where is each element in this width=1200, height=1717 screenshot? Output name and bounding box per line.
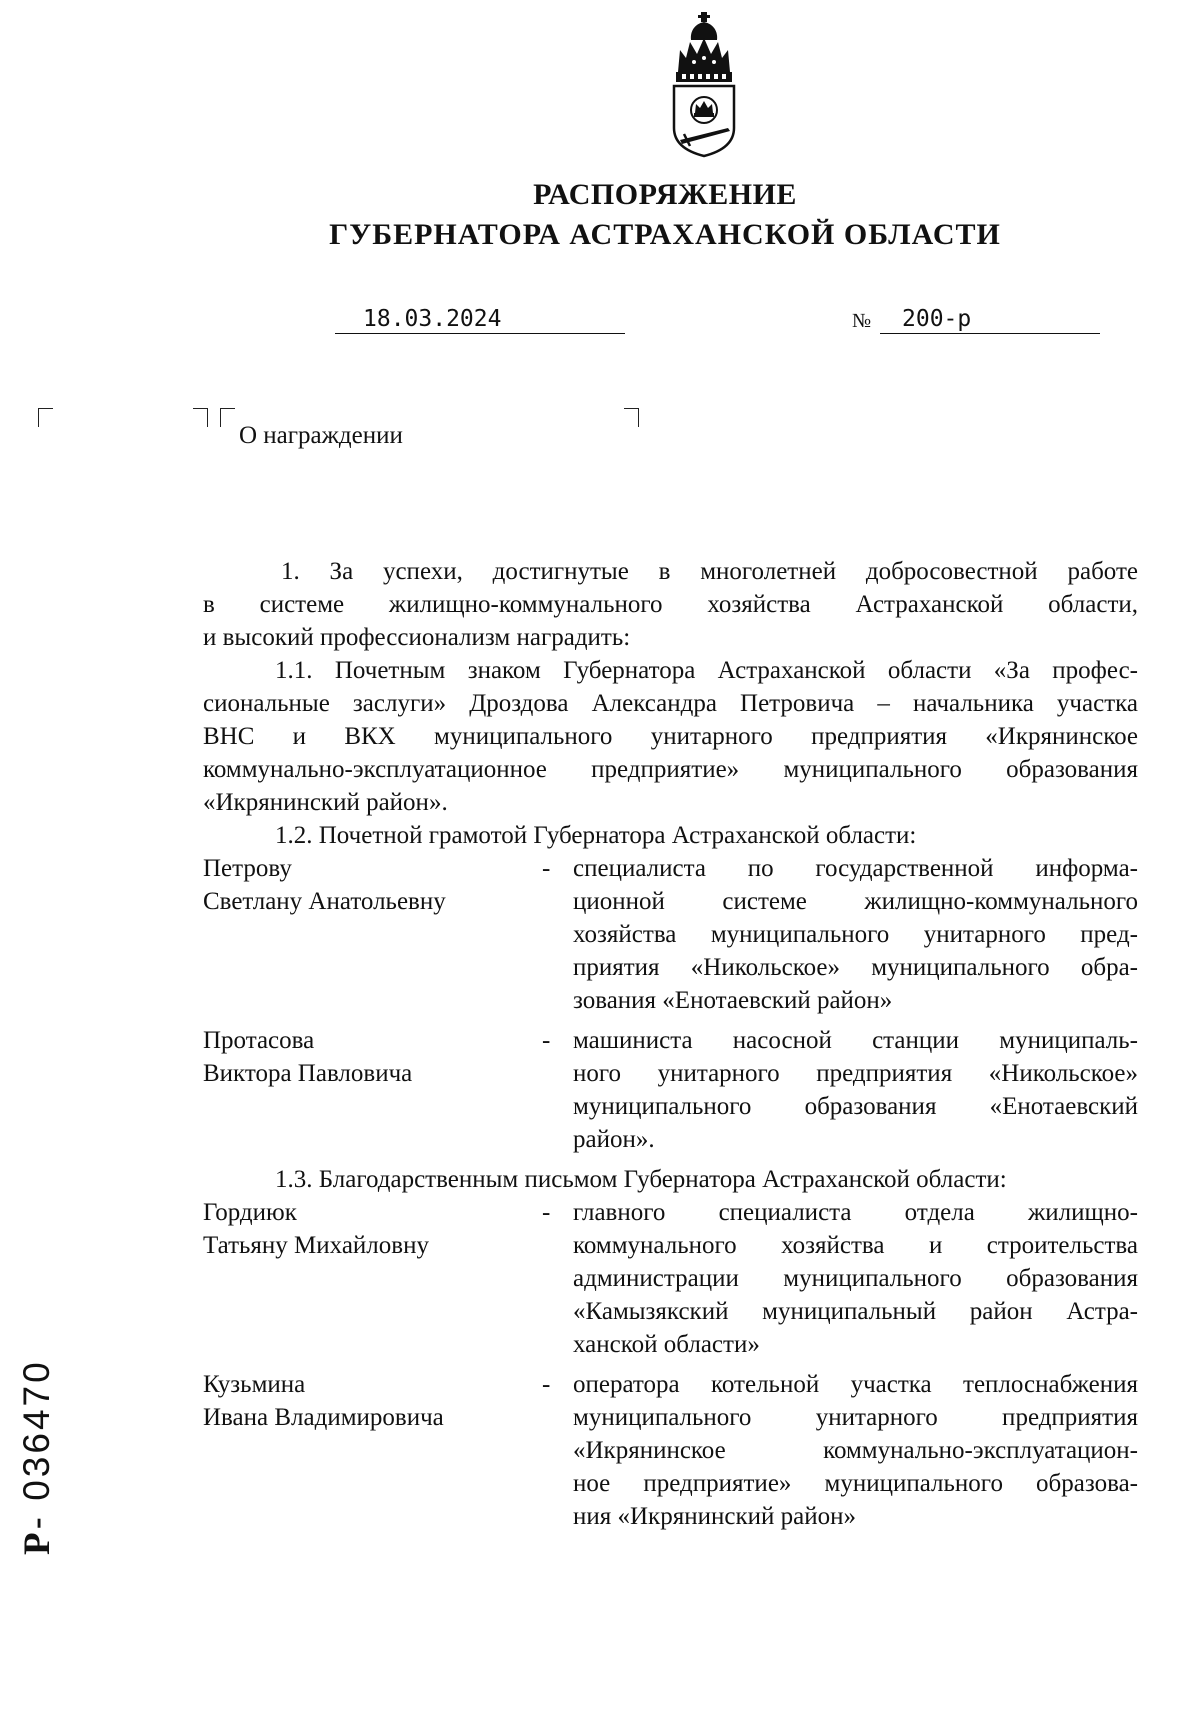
awardee-dash: - [542,855,551,882]
form-serial-number [16,1359,59,1555]
awardee-description-line: район». [573,1126,655,1153]
awardee-description-line: муниципального образования «Енотаевский [573,1093,1138,1120]
document-date: 18.03.2024 [335,305,625,334]
awardee-given-names: Виктора Павловича [203,1060,413,1087]
awardee-description-line: ное предприятие» муниципального образова- [573,1470,1138,1497]
awardee-description-line: зования «Енотаевский район» [573,987,893,1014]
awardee-description-line: хозяйства муниципального унитарного пред- [573,921,1138,948]
corner-mark [193,408,208,427]
awardee-given-names: Ивана Владимировича [203,1404,444,1431]
number-label: № [852,310,872,332]
awardee-description-line: оператора котельной участка теплоснабжения [573,1371,1138,1398]
awardee-given-names: Светлану Анатольевну [203,888,446,915]
awardee-description-line: приятия «Никольское» муниципального обра- [573,954,1138,981]
awardee-description-line: «Камызякский муниципальный район Астра- [573,1298,1138,1325]
paragraph-1-1-line: сиональные заслуги» Дроздова Александра Петровича – начальника участка [203,690,1138,717]
awardee-surname: Гордиюк [203,1199,297,1226]
awardee-surname: Протасова [203,1027,315,1054]
paragraph-1-3-heading: 1.3. Благодарственным письмом Губернатора Астраханской области: [275,1166,1007,1193]
document-title: РАСПОРЯЖЕНИЕ [533,178,797,211]
corner-mark [220,408,235,427]
awardee-dash: - [542,1371,551,1398]
document-subject: О награждении [239,422,403,449]
document-issuer: ГУБЕРНАТОРА АСТРАХАНСКОЙ ОБЛАСТИ [329,218,1001,251]
serial-number: - 036470 [16,1359,57,1530]
awardee-description-line: машиниста насосной станции муниципаль- [573,1027,1138,1054]
awardee-description-line: ционной системе жилищно-коммунального [573,888,1138,915]
awardee-description-line: специалиста по государственной информа- [573,855,1138,882]
awardee-description-line: коммунального хозяйства и строительства [573,1232,1138,1259]
paragraph-1-2-heading: 1.2. Почетной грамотой Губернатора Астраханской области: [275,822,917,849]
paragraph-1-1-line: коммунально-эксплуатационное предприятие» муниципального образования [203,756,1138,783]
awardee-surname: Петрову [203,855,292,882]
awardee-description-line: ханской области» [573,1331,760,1358]
corner-mark [624,408,639,427]
awardee-dash: - [542,1027,551,1054]
awardee-dash: - [542,1199,551,1226]
document-number: 200-р [880,305,1100,334]
astrakhan-coat-of-arms-icon [664,10,744,158]
paragraph-1-line: 1. За успехи, достигнутые в многолетней добросовестной работе [281,558,1138,585]
awardee-description-line: ния «Икрянинский район» [573,1503,856,1530]
awardee-given-names: Татьяну Михайловну [203,1232,429,1259]
paragraph-1-1-line: ВНС и ВКХ муниципального унитарного предприятия «Икрянинское [203,723,1138,750]
awardee-description-line: главного специалиста отдела жилищно- [573,1199,1138,1226]
awardee-description-line: администрации муниципального образования [573,1265,1138,1292]
paragraph-1-1-line: 1.1. Почетным знаком Губернатора Астраханской области «За профес- [275,657,1138,684]
awardee-description-line: «Икрянинское коммунально-эксплуатацион- [573,1437,1138,1464]
corner-mark [38,408,53,427]
paragraph-1-line: в системе жилищно-коммунального хозяйства Астраханской области, [203,591,1138,618]
paragraph-1-line: и высокий профессионализм наградить: [203,624,631,651]
serial-prefix: Р [17,1529,58,1555]
awardee-description-line: ного унитарного предприятия «Никольское» [573,1060,1138,1087]
awardee-surname: Кузьмина [203,1371,306,1398]
paragraph-1-1-line: «Икрянинский район». [203,789,448,816]
awardee-description-line: муниципального унитарного предприятия [573,1404,1138,1431]
